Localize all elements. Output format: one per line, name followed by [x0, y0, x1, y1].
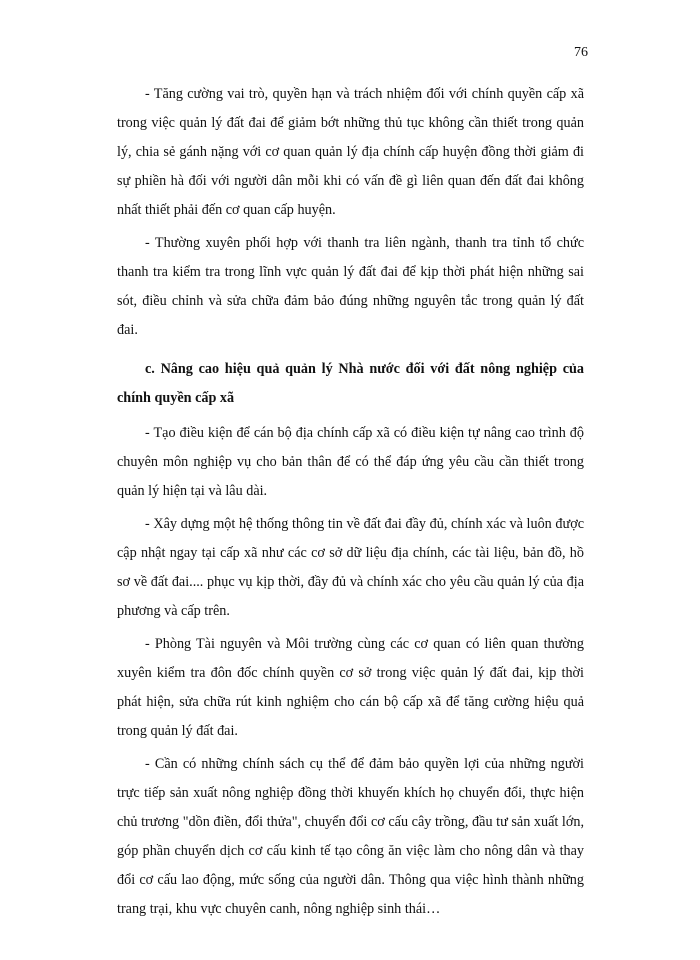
section-heading-c: c. Nâng cao hiệu quả quản lý Nhà nước đối với đất nông nghiệp của chính quyền cấp xã	[117, 361, 584, 406]
paragraph-department-supervision: - Phòng Tài nguyên và Môi trường cùng các cơ quan có liên quan thường xuyên kiểm tra đôn đốc chính quyền cơ sở trong việc quản lý đất đai, kịp thời phát hiện, sửa chữa rút kinh nghiệm cho cán bộ cấp xã để tăng cường hiệu quả trong quản lý đất đai.	[117, 636, 584, 739]
paragraph-agricultural-policies: - Cần có những chính sách cụ thể để đảm bảo quyền lợi của những người trực tiếp sản xuất nông nghiệp đồng thời khuyến khích họ chuyển đổi, thực hiện chủ trương "dồn điền, đổi thửa", chuyển đổi cơ cấu cây trồng, đầu tư sản xuất lớn, góp phần chuyển dịch cơ cấu kinh tế tạo công ăn việc làm cho nông dân và thay đổi cơ cấu lao động, mức sống của người dân. Thông qua việc hình thành những trang trại, khu vực chuyên canh, nông nghiệp sinh thái…	[117, 756, 584, 917]
paragraph-strengthen-commune-role: - Tăng cường vai trò, quyền hạn và trách nhiệm đối với chính quyền cấp xã trong việc quản lý đất đai để giảm bớt những thủ tục không cần thiết trong quản lý, chia sẻ gánh nặng với cơ quan quản lý địa chính cấp huyện đồng thời giảm đi sự phiền hà đối với người dân mỗi khi có vấn đề gì liên quan đến đất đai không nhất thiết phải đến cơ quan cấp huyện.	[117, 86, 584, 218]
paragraph-coordinate-inspection: - Thường xuyên phối hợp với thanh tra liên ngành, thanh tra tỉnh tổ chức thanh tra kiểm tra trong lĩnh vực quản lý đất đai để kịp thời phát hiện những sai sót, điều chỉnh và sửa chữa đảm bảo đúng những nguyên tắc trong quản lý đất đai.	[117, 235, 584, 338]
page-number: 76	[574, 45, 588, 60]
paragraph-land-information-system: - Xây dựng một hệ thống thông tin về đất đai đầy đủ, chính xác và luôn được cập nhật ngay tại cấp xã như các cơ sở dữ liệu địa chính, các tài liệu, bản đồ, hồ sơ về đất đai.... phục vụ kịp thời, đầy đủ và chính xác cho yêu cầu quản lý của địa phương và cấp trên.	[117, 516, 584, 619]
paragraph-train-officials: - Tạo điều kiện để cán bộ địa chính cấp xã có điều kiện tự nâng cao trình độ chuyên môn nghiệp vụ cho bản thân để có thể đáp ứng yêu cầu cần thiết trong quản lý hiện tại và lâu dài.	[117, 425, 584, 499]
document-body	[117, 80, 584, 928]
